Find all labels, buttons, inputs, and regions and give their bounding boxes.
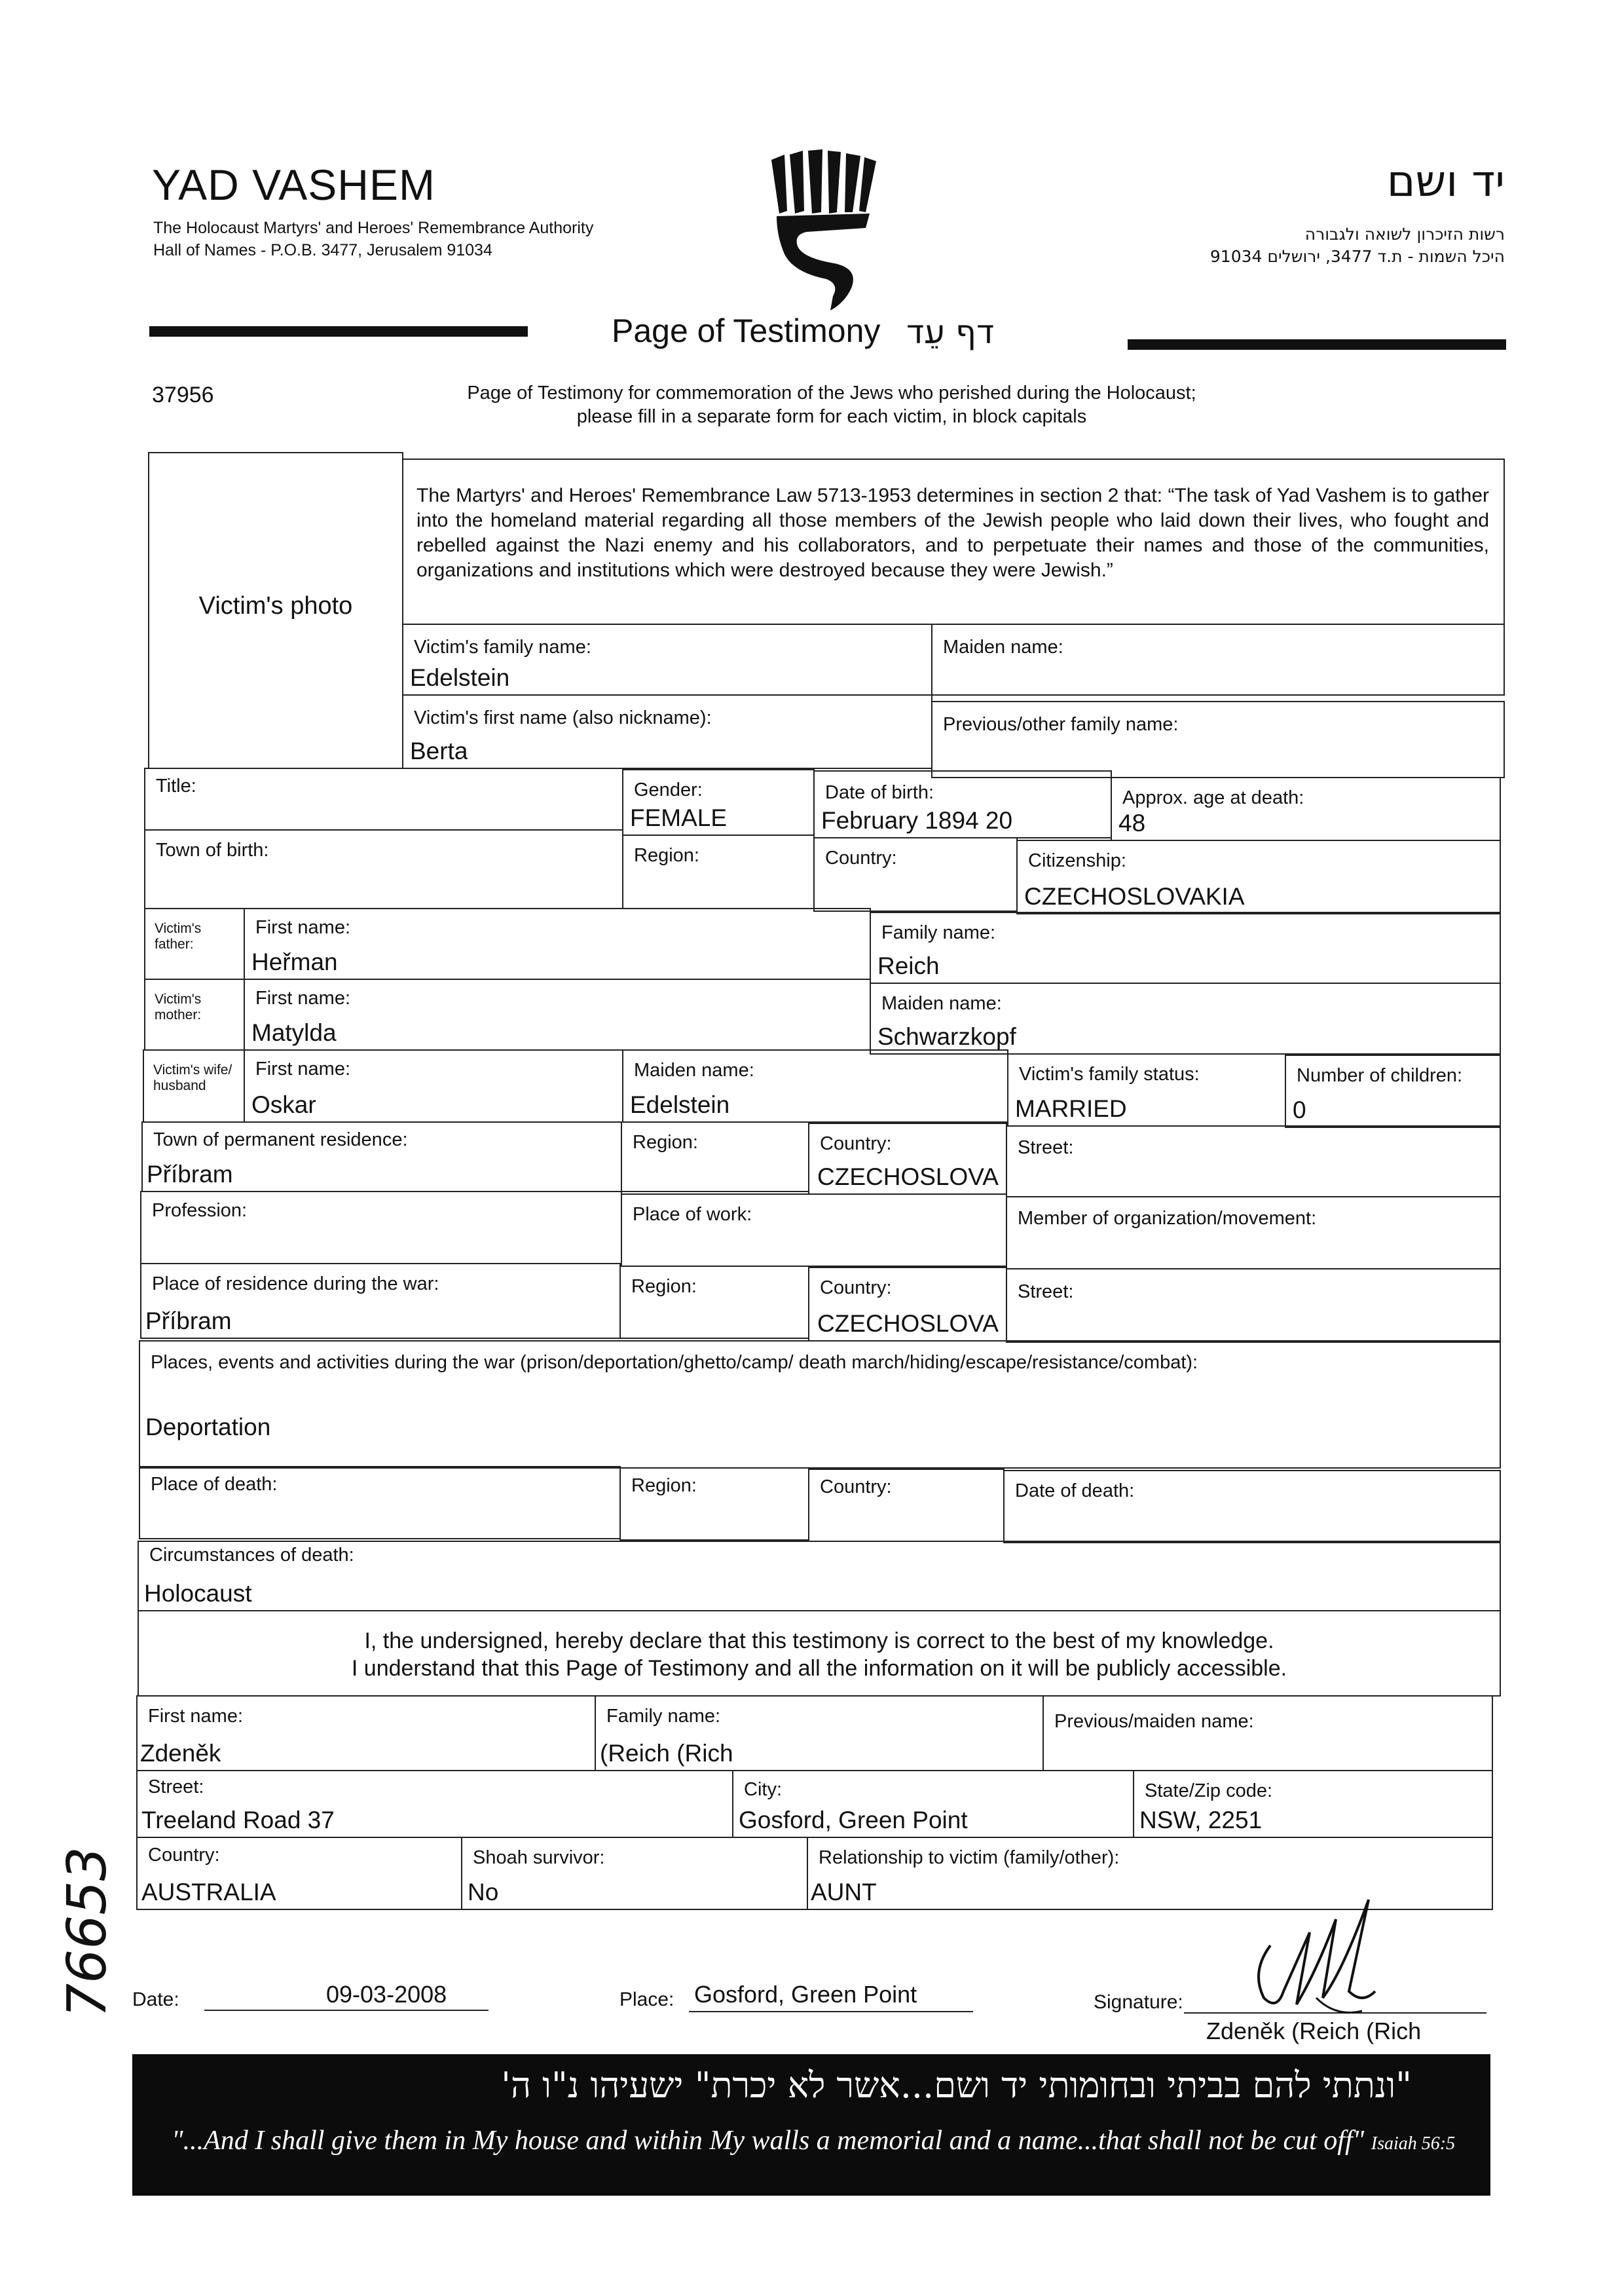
yad-vashem-logo-icon [767, 148, 879, 312]
field-label: Victim's family status: [1019, 1064, 1200, 1085]
mother-first-name-field[interactable] [244, 979, 871, 1051]
submitter-city-field[interactable] [732, 1770, 1134, 1838]
footer-place-line [689, 2011, 973, 2012]
field-value: MARRIED [1015, 1095, 1127, 1122]
field-value: CZECHOSLOVA [817, 1310, 999, 1337]
war-residence-country-field[interactable] [808, 1267, 1007, 1342]
field-label: Circumstances of death: [149, 1545, 354, 1566]
field-value: CZECHOSLOVAKIA [1024, 883, 1245, 910]
field-label: Region: [631, 1475, 697, 1496]
permanent-residence-town-field[interactable] [141, 1121, 622, 1192]
footer-place-label: Place: [619, 1989, 674, 2010]
war-residence-place-field[interactable] [140, 1263, 621, 1339]
page-title: Page of Testimony [612, 312, 881, 349]
field-value: 48 [1118, 810, 1146, 836]
member-of-organization-field[interactable] [1006, 1196, 1501, 1269]
field-value: Holocaust [144, 1580, 252, 1607]
field-value: AUNT [811, 1879, 877, 1905]
quote-banner [132, 2054, 1490, 2196]
declaration-text [139, 1627, 1500, 1682]
field-value: No [468, 1879, 499, 1905]
field-label: Maiden name: [881, 993, 1002, 1014]
banner-quote-english [172, 2125, 1455, 2156]
field-label: Country: [820, 1277, 892, 1298]
field-label: Street: [1018, 1137, 1074, 1158]
victim-photo-label: Victim's photo [198, 592, 353, 620]
banner-quote-reference: Isaiah 56:5 [1371, 2133, 1456, 2154]
submitter-first-name-field[interactable] [136, 1695, 596, 1771]
org-name: YAD VASHEM [152, 160, 435, 209]
permanent-residence-street-field[interactable] [1006, 1125, 1501, 1197]
org-subtitle-hebrew-2: היכל השמות - ת.ד 3477, ירושלים 91034 [1209, 247, 1505, 266]
declaration-line-1: I, the undersigned, hereby declare that this testimony is correct to the best of my knowledge. [364, 1628, 1274, 1653]
law-text: The Martyrs' and Heroes' Remembrance Law 5713-1953 determines in section 2 that: “The task of Yad Vashem is to gather into the homeland material regarding all those members of the Jewish people who laid down their lives, who fought and rebelled against the Nazi enemy and his collaborators, and to perpetuate their names and those of the communities, organizations and institutions which were destroyed because they were Jewish.” [416, 485, 1489, 581]
victim-region-of-birth-field[interactable] [622, 835, 815, 909]
field-label: Previous/other family name: [943, 714, 1179, 735]
field-label: Street: [148, 1776, 204, 1797]
signature-name: Zdeněk (Reich (Rich [1206, 2018, 1422, 2044]
victim-title-field[interactable] [144, 768, 623, 831]
field-label: Family name: [881, 922, 996, 943]
victim-town-of-birth-field[interactable] [144, 829, 623, 909]
footer-date-value[interactable]: 09-03-2008 [326, 1981, 447, 2008]
field-label: Approx. age at death: [1122, 787, 1304, 808]
field-value: Gosford, Green Point [739, 1807, 968, 1833]
victim-maiden-name-field[interactable] [931, 624, 1505, 696]
field-value: Zdeněk [140, 1740, 221, 1767]
field-value: Matylda [251, 1019, 337, 1046]
field-label: Gender: [634, 779, 703, 800]
field-label: Date of death: [1015, 1480, 1135, 1501]
field-label: Victim's first name (also nickname): [414, 707, 712, 728]
field-label: Town of permanent residence: [153, 1129, 408, 1150]
field-label: Victim's wife/ husband [153, 1062, 232, 1093]
mother-maiden-name-field[interactable] [870, 983, 1501, 1055]
field-value: 0 [1293, 1097, 1306, 1123]
mother-row-label [144, 979, 245, 1051]
page-title-hebrew: דף עֵד [906, 313, 995, 351]
footer-place-value[interactable]: Gosford, Green Point [694, 1981, 917, 2008]
field-value: Berta [410, 738, 468, 764]
shoah-survivor-field[interactable] [461, 1837, 808, 1910]
victim-first-name-field[interactable] [402, 694, 932, 769]
field-value: Příbram [147, 1161, 233, 1188]
org-subtitle-hebrew-1: רשות הזיכרון לשואה ולגבורה [1304, 225, 1505, 244]
field-label: Country: [820, 1476, 892, 1497]
place-of-death-field[interactable] [139, 1466, 621, 1539]
field-label: Victim's mother: [155, 992, 202, 1023]
field-label: Previous/maiden name: [1054, 1711, 1254, 1732]
field-value: Heřman [251, 948, 338, 975]
victim-previous-family-name-field[interactable] [931, 701, 1505, 778]
footer-signature-label: Signature: [1094, 1991, 1183, 2013]
intro-text [367, 381, 1297, 428]
field-value: Edelstein [410, 664, 510, 691]
field-label: Region: [633, 1132, 698, 1153]
field-value: Treeland Road 37 [141, 1807, 335, 1833]
field-label: Place of residence during the war: [152, 1273, 439, 1294]
profession-field[interactable] [140, 1191, 622, 1264]
field-label: Places, events and activities during the war (prison/deportation/ghetto/camp/ death march/hiding/escape/resistance/combat): [151, 1352, 1198, 1373]
signature-scribble-icon[interactable] [1225, 1893, 1421, 2024]
field-label: Victim's father: [155, 921, 202, 952]
war-residence-street-field[interactable] [1006, 1268, 1501, 1343]
spouse-row-label [143, 1049, 245, 1123]
submitter-family-name-field[interactable] [595, 1695, 1044, 1771]
father-row-label [144, 908, 245, 980]
field-label: Shoah survivor: [473, 1847, 605, 1868]
declaration-box [138, 1610, 1501, 1697]
side-handwritten-number: 76653 [56, 1847, 119, 2018]
field-value: Reich [877, 952, 940, 979]
field-label: Place of work: [633, 1204, 752, 1225]
field-label: Victim's family name: [414, 637, 591, 658]
org-subtitle-1: The Holocaust Martyrs' and Heroes' Remembrance Authority [153, 219, 594, 237]
war-residence-region-field[interactable] [619, 1266, 809, 1339]
submitter-state-zip-field[interactable] [1133, 1770, 1493, 1838]
org-subtitle-2: Hall of Names - P.O.B. 3477, Jerusalem 91034 [153, 241, 492, 259]
field-label: Profession: [152, 1200, 248, 1221]
field-value: Schwarzkopf [877, 1023, 1016, 1050]
victim-dob-field[interactable] [813, 770, 1112, 838]
war-events-field[interactable] [139, 1340, 1501, 1469]
field-value: (Reich (Rich [600, 1740, 733, 1767]
field-label: Country: [820, 1133, 892, 1154]
victim-family-name-field[interactable] [402, 624, 932, 696]
field-value: February 1894 20 [821, 807, 1013, 834]
victim-family-status-field[interactable] [1007, 1053, 1286, 1127]
victim-country-of-birth-field[interactable] [813, 837, 1018, 912]
field-label: Street: [1018, 1281, 1074, 1302]
declaration-line-2: I understand that this Page of Testimony and all the information on it will be publicly accessible. [351, 1656, 1287, 1681]
field-value: NSW, 2251 [1139, 1807, 1263, 1833]
field-value: FEMALE [630, 804, 728, 831]
intro-line-2: please fill in a separate form for each victim, in block capitals [576, 406, 1087, 427]
victim-gender-field[interactable] [622, 769, 815, 836]
date-of-death-field[interactable] [1003, 1470, 1501, 1543]
place-of-work-field[interactable] [621, 1193, 1007, 1267]
field-value: AUSTRALIA [141, 1879, 276, 1905]
field-value: Příbram [145, 1307, 232, 1334]
field-label: Region: [634, 845, 699, 866]
field-label: State/Zip code: [1145, 1780, 1273, 1801]
spouse-maiden-name-field[interactable] [622, 1049, 1008, 1123]
field-label: Date of birth: [825, 782, 934, 803]
field-label: Relationship to victim (family/other): [819, 1847, 1120, 1868]
victim-photo-box [148, 452, 403, 769]
field-label: First name: [255, 917, 351, 938]
death-region-field[interactable] [619, 1467, 809, 1541]
permanent-residence-region-field[interactable] [621, 1121, 809, 1192]
victim-age-at-death-field[interactable] [1111, 777, 1501, 841]
intro-line-1: Page of Testimony for commemoration of the Jews who perished during the Holocaust; [467, 383, 1196, 404]
banner-quote-hebrew: "ונתתי להם בביתי ובחומותי יד ושם...אשר לא יכרת" ישעיהו נ"ו ה' [501, 2065, 1412, 2106]
field-label: First name: [148, 1706, 244, 1727]
field-label: Maiden name: [634, 1060, 754, 1081]
field-label: Country: [148, 1845, 220, 1866]
circumstances-of-death-field[interactable] [138, 1541, 1501, 1611]
number-of-children-field[interactable] [1285, 1055, 1501, 1128]
field-label: Maiden name: [943, 637, 1063, 658]
footer-date-line [204, 2010, 489, 2011]
header-rule-left [149, 326, 528, 337]
law-text-box [402, 459, 1505, 625]
field-label: Title: [156, 776, 196, 797]
father-first-name-field[interactable] [244, 908, 871, 980]
document-number: 37956 [152, 383, 214, 407]
field-label: Citizenship: [1028, 850, 1126, 871]
field-label: Country: [825, 848, 897, 869]
field-value: CZECHOSLOVA [817, 1163, 999, 1190]
field-label: Place of death: [151, 1474, 278, 1495]
spouse-first-name-field[interactable] [244, 1049, 623, 1123]
field-label: First name: [255, 988, 351, 1009]
field-value: Oskar [251, 1091, 316, 1118]
victim-citizenship-field[interactable] [1016, 840, 1501, 914]
field-label: Family name: [606, 1706, 721, 1727]
field-value: Deportation [145, 1414, 271, 1440]
field-label: Number of children: [1297, 1065, 1463, 1086]
father-family-name-field[interactable] [870, 912, 1501, 984]
submitter-previous-name-field[interactable] [1043, 1695, 1493, 1771]
field-label: First name: [255, 1059, 351, 1079]
field-label: Region: [631, 1276, 697, 1297]
footer-date-label: Date: [132, 1989, 179, 2010]
header-rule-right [1128, 339, 1506, 350]
permanent-residence-country-field[interactable] [808, 1123, 1007, 1195]
death-country-field[interactable] [808, 1469, 1005, 1542]
submitter-street-field[interactable] [136, 1770, 733, 1838]
field-label: City: [744, 1779, 782, 1800]
banner-quote-english-text: "...And I shall give them in My house and within My walls a memorial and a name...that shall not be cut off" [172, 2126, 1365, 2156]
field-value: Edelstein [630, 1091, 730, 1118]
field-label: Town of birth: [156, 840, 269, 861]
field-label: Member of organization/movement: [1018, 1208, 1317, 1229]
org-name-hebrew: יד ושם [1386, 156, 1505, 206]
submitter-country-field[interactable] [136, 1837, 462, 1910]
